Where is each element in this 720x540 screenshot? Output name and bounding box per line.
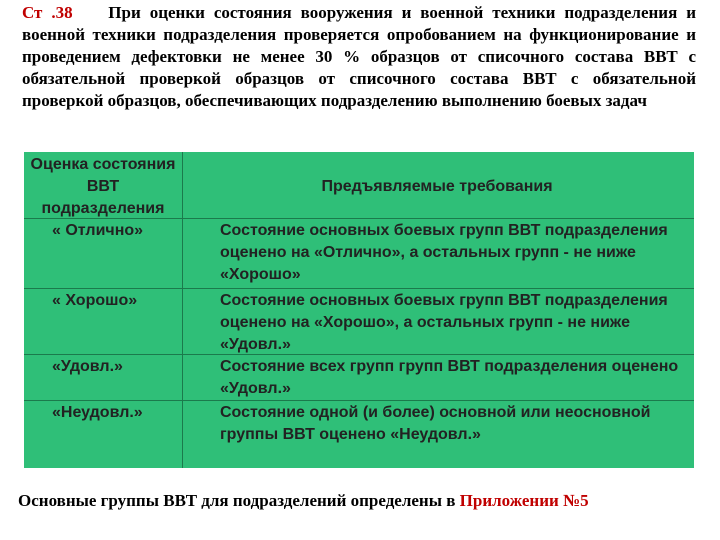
- intro-paragraph: [22, 2, 696, 112]
- requirement-unsatisfactory: Состояние одной (и более) основной или неосновной группы ВВТ оценено «Неудовл.»: [220, 404, 651, 443]
- row-divider: [24, 400, 694, 401]
- header-grade: Оценка состояния ВВТ подразделения: [30, 156, 176, 217]
- grade-unsatisfactory: «Неудовл.»: [52, 404, 143, 421]
- requirements-table: [24, 152, 694, 468]
- requirement-good: Состояние основных боевых групп ВВТ подразделения оценено на «Хорошо», а остальных групп - не ниже «Удовл.»: [220, 292, 668, 353]
- column-divider: [182, 152, 183, 468]
- article-label: Ст .38: [22, 3, 73, 22]
- appendix-link[interactable]: Приложении №5: [459, 491, 589, 510]
- intro-text: При оценки состояния вооружения и военной техники подразделения и военной техники подразделения проверяется опробованием на функционирование и проведением дефектовки не менее 30 % образцов от списочного состава ВВТ с обязательной проверкой образцов от списочного состава ВВТ с обязательной проверкой образцов, обеспечивающих подразделению выполнению боевых задач: [22, 3, 697, 110]
- footer-text: Основные группы ВВТ для подразделений определены в: [18, 491, 460, 510]
- row-divider: [24, 354, 694, 355]
- grade-excellent: « Отлично»: [52, 222, 144, 239]
- requirement-excellent: Состояние основных боевых групп ВВТ подразделения оценено на «Отлично», а остальных групп - не ниже «Хорошо»: [220, 222, 668, 283]
- row-divider: [24, 218, 694, 219]
- requirement-satisfactory: Состояние всех групп групп ВВТ подразделения оценено «Удовл.»: [220, 358, 679, 397]
- row-divider: [24, 288, 694, 289]
- grade-satisfactory: «Удовл.»: [52, 358, 123, 375]
- header-requirements: Предъявляемые требования: [321, 178, 553, 195]
- footer-note: [18, 490, 708, 512]
- grade-good: « Хорошо»: [52, 292, 138, 309]
